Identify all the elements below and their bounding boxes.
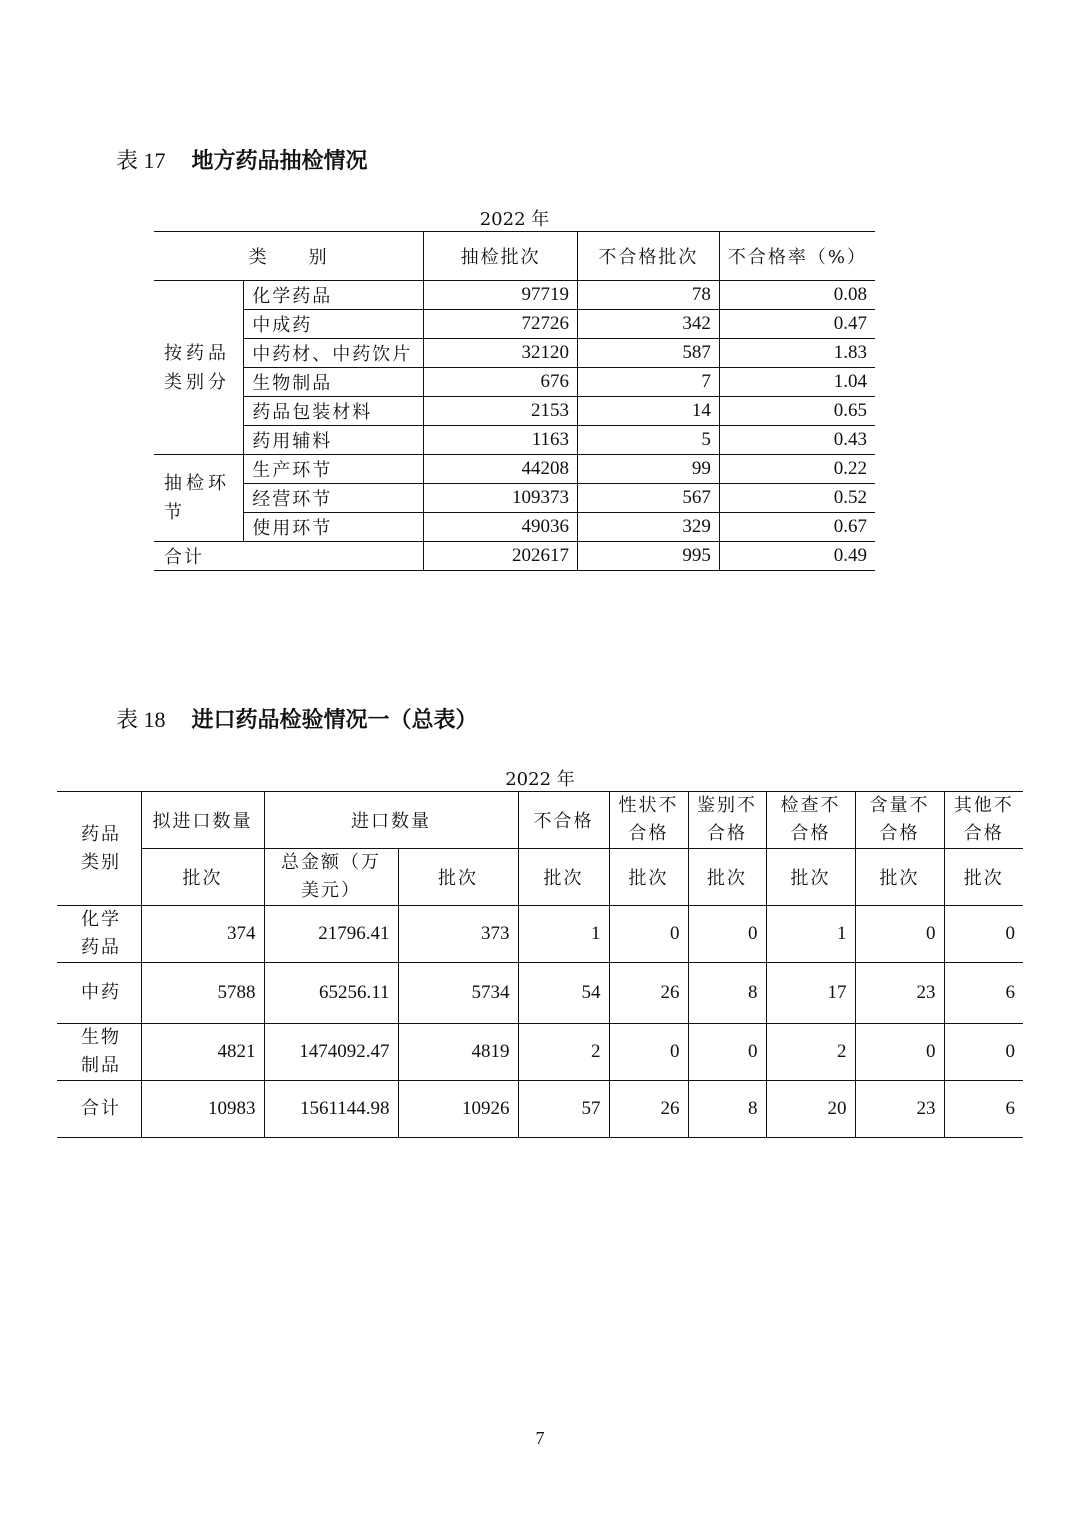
total-appearance: 26 — [609, 1081, 688, 1138]
row-unqualified: 587 — [577, 339, 719, 368]
row-planned: 4821 — [141, 1024, 264, 1081]
table18-header-category: 药品类别 — [57, 792, 141, 906]
row-inspection: 1 — [766, 906, 855, 963]
total-planned: 10983 — [141, 1081, 264, 1138]
row-rate: 0.22 — [719, 455, 875, 484]
row-imported: 4819 — [398, 1024, 518, 1081]
page-number: 7 — [535, 1428, 545, 1448]
total-label: 合计 — [57, 1081, 141, 1138]
table17-group-label: 抽检环节 — [154, 455, 244, 542]
total-amount: 1561144.98 — [264, 1081, 398, 1138]
row-unqualified: 2 — [518, 1024, 609, 1081]
row-appearance: 0 — [609, 906, 688, 963]
table17-header-rate: 不合格率（%） — [719, 232, 875, 281]
total-unqualified: 57 — [518, 1081, 609, 1138]
row-inspection: 17 — [766, 963, 855, 1024]
row-other: 0 — [944, 906, 1023, 963]
row-inspection: 2 — [766, 1024, 855, 1081]
header-batch: 批次 — [855, 849, 944, 906]
row-appearance: 0 — [609, 1024, 688, 1081]
table17 — [154, 231, 875, 571]
row-name: 药品包装材料 — [244, 397, 424, 426]
table17-header-row — [154, 232, 875, 281]
total-unqualified: 995 — [577, 542, 719, 571]
row-identification: 0 — [688, 906, 766, 963]
row-sampled: 72726 — [424, 310, 578, 339]
total-identification: 8 — [688, 1081, 766, 1138]
header-amount: 总金额（万美元） — [264, 849, 398, 906]
row-sampled: 49036 — [424, 513, 578, 542]
table17-total-row — [154, 542, 875, 571]
row-planned: 374 — [141, 906, 264, 963]
header-batch: 批次 — [766, 849, 855, 906]
row-sampled: 2153 — [424, 397, 578, 426]
table18-header-row-1 — [57, 792, 1023, 849]
table17-header-unqualified: 不合格批次 — [577, 232, 719, 281]
row-imported: 5734 — [398, 963, 518, 1024]
row-identification: 8 — [688, 963, 766, 1024]
table-row — [57, 906, 1023, 963]
table18-header-unqualified: 不合格 — [518, 792, 609, 849]
table18 — [57, 791, 1023, 1138]
row-rate: 1.04 — [719, 368, 875, 397]
total-inspection: 20 — [766, 1081, 855, 1138]
row-unqualified: 14 — [577, 397, 719, 426]
table18-header-identification: 鉴别不合格 — [688, 792, 766, 849]
table18-header-planned: 拟进口数量 — [141, 792, 264, 849]
table-row — [154, 513, 875, 542]
total-content: 23 — [855, 1081, 944, 1138]
table-row — [154, 426, 875, 455]
row-amount: 21796.41 — [264, 906, 398, 963]
row-planned: 5788 — [141, 963, 264, 1024]
table18-total-row — [57, 1081, 1023, 1138]
row-name: 经营环节 — [244, 484, 424, 513]
row-rate: 0.67 — [719, 513, 875, 542]
table18-header-imported: 进口数量 — [264, 792, 518, 849]
total-label: 合计 — [154, 542, 424, 571]
table18-title-text: 进口药品检验情况一（总表） — [191, 708, 478, 733]
row-amount: 65256.11 — [264, 963, 398, 1024]
header-batch: 批次 — [688, 849, 766, 906]
row-sampled: 676 — [424, 368, 578, 397]
table17-header-sampled: 抽检批次 — [424, 232, 578, 281]
row-content: 0 — [855, 906, 944, 963]
header-batch: 批次 — [944, 849, 1023, 906]
row-content: 0 — [855, 1024, 944, 1081]
row-unqualified: 342 — [577, 310, 719, 339]
row-name: 中成药 — [244, 310, 424, 339]
row-rate: 0.65 — [719, 397, 875, 426]
table17-title-text: 地方药品抽检情况 — [191, 149, 368, 174]
table-row — [57, 1024, 1023, 1081]
row-name: 药用辅料 — [244, 426, 424, 455]
table18-year: 2022 年 — [505, 769, 575, 790]
table-row — [154, 455, 875, 484]
row-name: 中药材、中药饮片 — [244, 339, 424, 368]
row-other: 0 — [944, 1024, 1023, 1081]
row-unqualified: 99 — [577, 455, 719, 484]
total-sampled: 202617 — [424, 542, 578, 571]
row-sampled: 44208 — [424, 455, 578, 484]
total-other: 6 — [944, 1081, 1023, 1138]
table18-header-content: 含量不合格 — [855, 792, 944, 849]
total-imported: 10926 — [398, 1081, 518, 1138]
row-sampled: 109373 — [424, 484, 578, 513]
table-row — [154, 281, 875, 310]
table17-title-number: 表 17 — [116, 148, 166, 173]
row-unqualified: 54 — [518, 963, 609, 1024]
row-unqualified: 5 — [577, 426, 719, 455]
table18-header-other: 其他不合格 — [944, 792, 1023, 849]
table18-header-inspection: 检查不合格 — [766, 792, 855, 849]
row-category: 化学药品 — [57, 906, 141, 963]
row-unqualified: 7 — [577, 368, 719, 397]
table-row — [154, 397, 875, 426]
table17-group-label: 按药品类别分 — [154, 281, 244, 455]
table18-header-row-2 — [57, 849, 1023, 906]
row-rate: 1.83 — [719, 339, 875, 368]
row-amount: 1474092.47 — [264, 1024, 398, 1081]
row-rate: 0.52 — [719, 484, 875, 513]
table-row — [57, 963, 1023, 1024]
table-row — [154, 310, 875, 339]
row-unqualified: 567 — [577, 484, 719, 513]
row-unqualified: 78 — [577, 281, 719, 310]
row-unqualified: 329 — [577, 513, 719, 542]
row-rate: 0.08 — [719, 281, 875, 310]
row-appearance: 26 — [609, 963, 688, 1024]
table-row — [154, 339, 875, 368]
row-rate: 0.43 — [719, 426, 875, 455]
table17-header-category: 类 别 — [154, 232, 424, 281]
header-batch: 批次 — [518, 849, 609, 906]
table18-header-appearance: 性状不合格 — [609, 792, 688, 849]
row-name: 使用环节 — [244, 513, 424, 542]
row-name: 生产环节 — [244, 455, 424, 484]
total-rate: 0.49 — [719, 542, 875, 571]
row-identification: 0 — [688, 1024, 766, 1081]
table17-title — [116, 144, 368, 175]
table-row — [154, 484, 875, 513]
table18-title — [116, 703, 478, 734]
row-imported: 373 — [398, 906, 518, 963]
row-category: 中药 — [57, 963, 141, 1024]
row-rate: 0.47 — [719, 310, 875, 339]
row-name: 生物制品 — [244, 368, 424, 397]
row-sampled: 32120 — [424, 339, 578, 368]
row-sampled: 1163 — [424, 426, 578, 455]
row-sampled: 97719 — [424, 281, 578, 310]
header-batch: 批次 — [398, 849, 518, 906]
header-batch: 批次 — [141, 849, 264, 906]
header-batch: 批次 — [609, 849, 688, 906]
row-unqualified: 1 — [518, 906, 609, 963]
row-content: 23 — [855, 963, 944, 1024]
table-row — [154, 368, 875, 397]
row-name: 化学药品 — [244, 281, 424, 310]
row-category: 生物制品 — [57, 1024, 141, 1081]
row-other: 6 — [944, 963, 1023, 1024]
table18-title-number: 表 18 — [116, 707, 166, 732]
table17-year: 2022 年 — [479, 209, 550, 230]
